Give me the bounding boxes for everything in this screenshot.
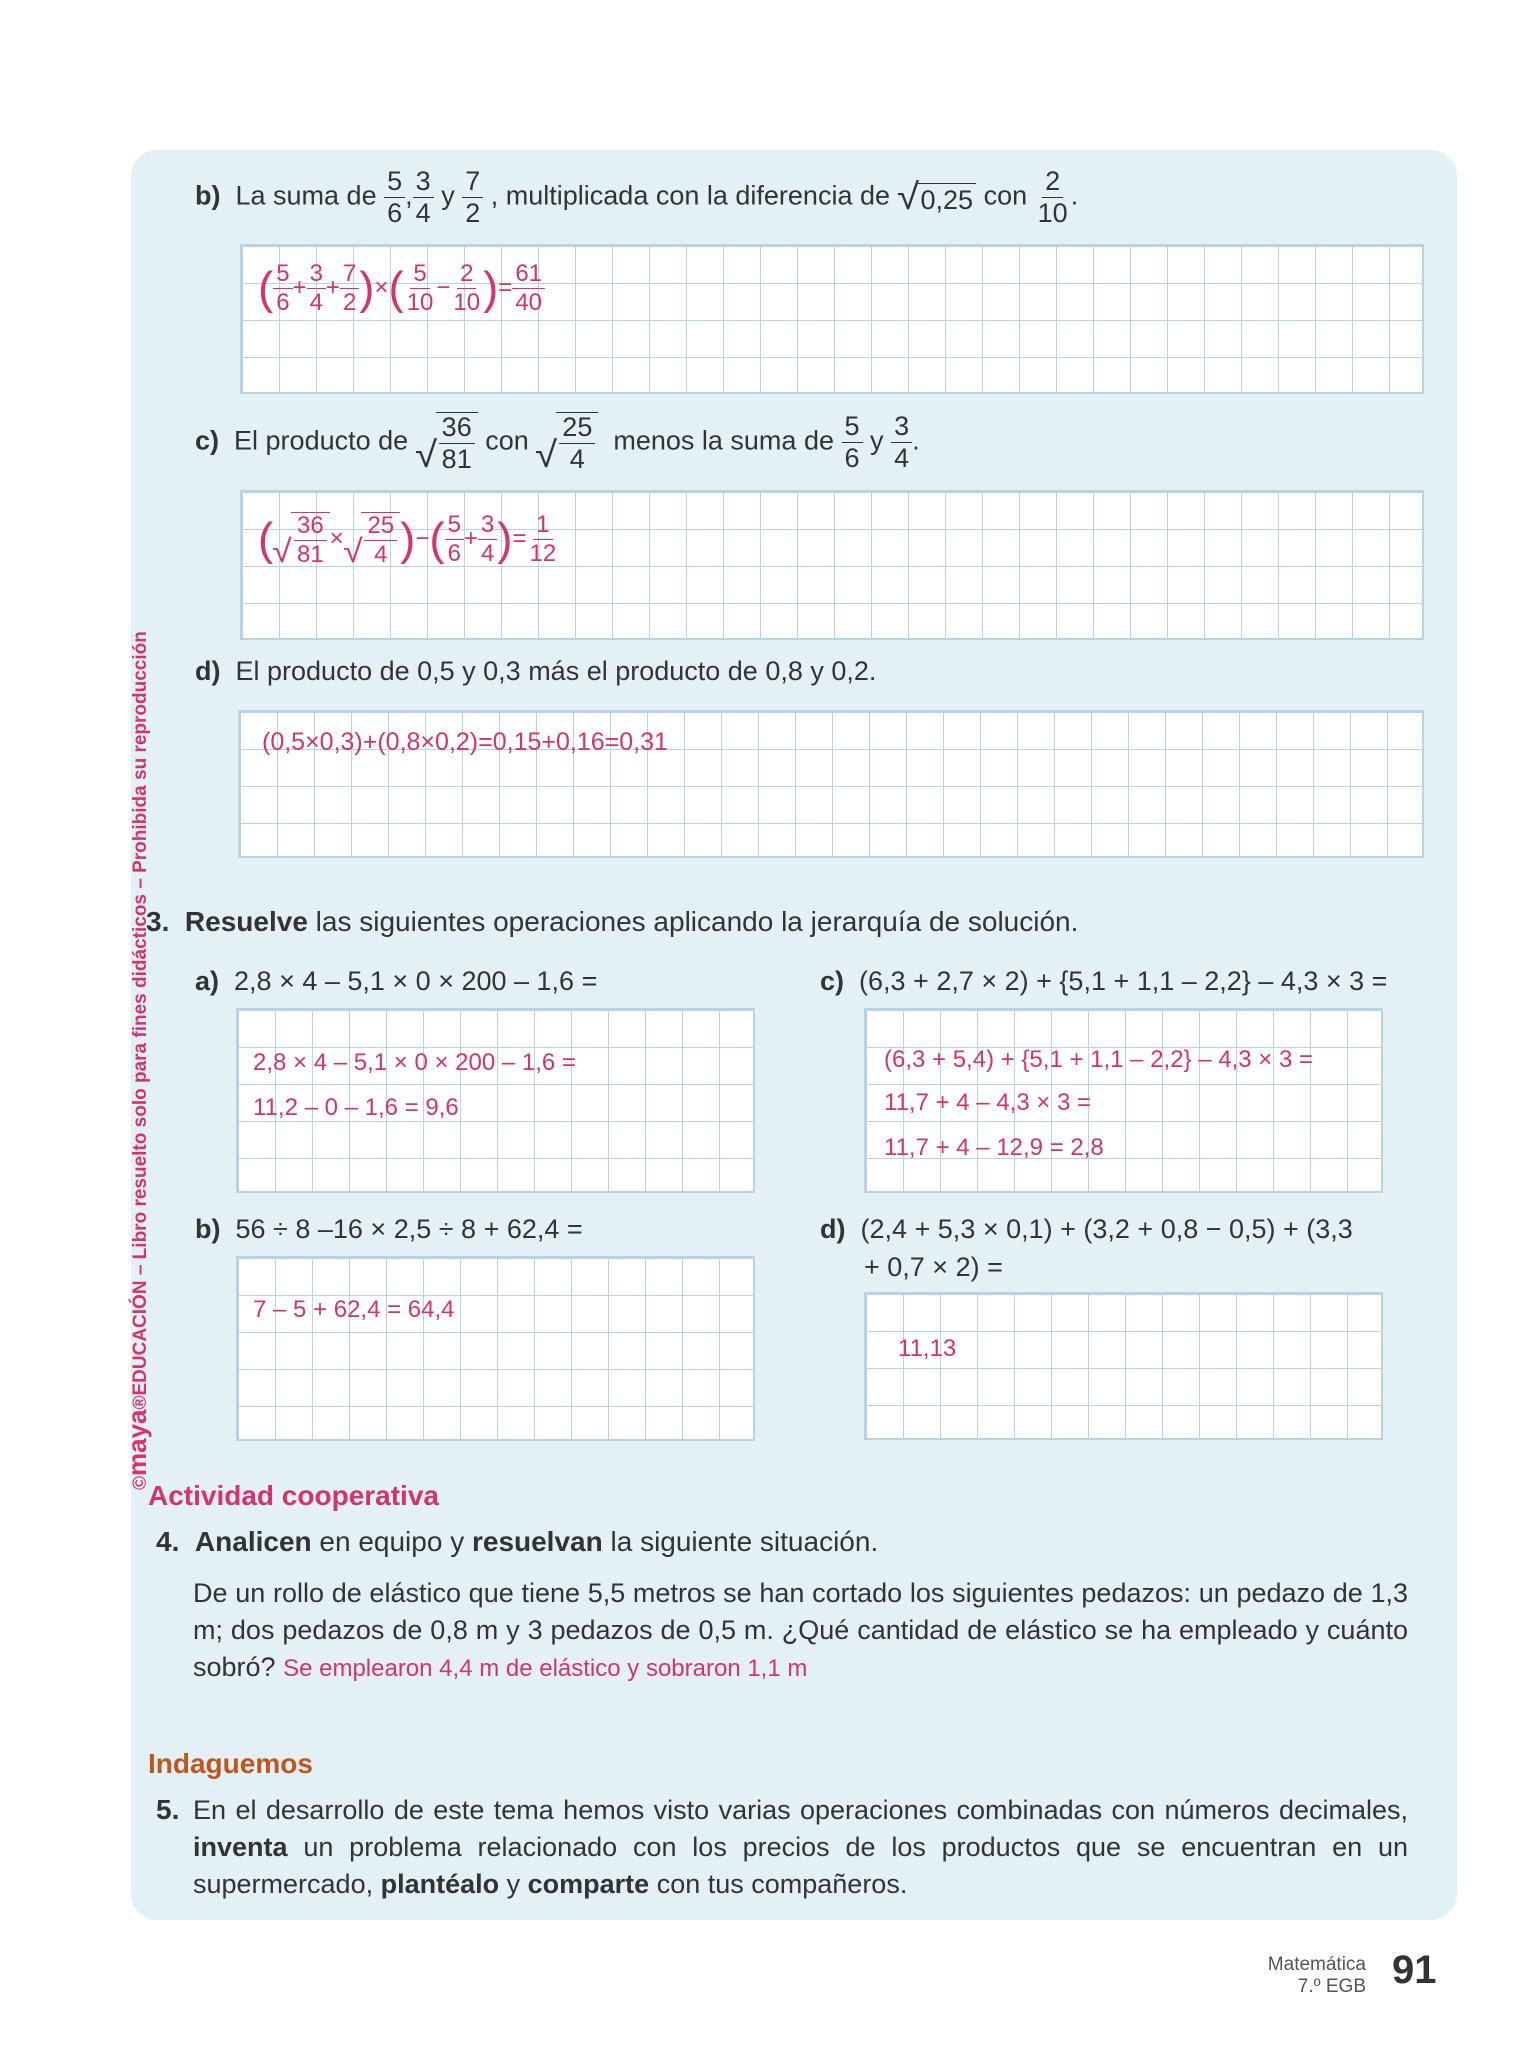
ex3-c-statement: c) (6,3 + 2,7 × 2) + {5,1 + 1,1 – 2,2} – 4,3 × 3 = [820, 966, 1388, 996]
ex3-b-statement: b) 56 ÷ 8 –16 × 2,5 ÷ 8 + 62,4 = [195, 1214, 583, 1244]
answer-3c-line-1: (6,3 + 5,4) + {5,1 + 1,1 – 2,2} – 4,3 × 3 = [884, 1046, 1313, 1073]
ex5-number: 5. [156, 1794, 180, 1825]
item-b-statement: b) La suma de $\frac{5}{6}$ , $\frac{3}{4}$ y $\frac{7}{2}$ , multiplicada con la diferencia de √ 0,25 con $\frac{2}{10}$ . [195, 166, 1079, 228]
answer-3c-line-3: 11,7 + 4 – 12,9 = 2,8 [884, 1134, 1104, 1161]
item-c-statement: c) El producto de √ $\frac{36}{81}$ con √ $\frac{25}{4}$ menos la suma de $\frac{5}{6}$ y $\frac{3}{4}$ . [195, 411, 920, 475]
answer-grid-3d [864, 1292, 1383, 1440]
answer-b: ( $\frac{5}{6}$ + $\frac{3}{4}$ + $\frac{7}{2}$ )×( $\frac{5}{10}$ − $\frac{2}{10}$ )= $\frac{61}{40}$ [258, 262, 545, 315]
side-copyright: ©maya®EDUCACIÓN – Libro resuelto solo para fines didácticos – Prohibida su reproducción [122, 631, 152, 1490]
answer-3a-line-2: 11,2 – 0 – 1,6 = 9,6 [253, 1094, 459, 1121]
ex3-heading: 3. Resuelve las siguientes operaciones aplicando la jerarquía de solución. [146, 906, 1079, 937]
ex5-text: En el desarrollo de este tema hemos visto varias operaciones combinadas con números decimales, inventa un problema relacionado con los precios de los productos que se encuentran en un supermercado, plantéalo y comparte con tus compañeros. [193, 1795, 1408, 1899]
indag-section-title: Indaguemos [148, 1748, 313, 1779]
ex3-d-statement: d) (2,4 + 5,3 × 0,1) + (3,2 + 0,8 − 0,5) + (3,3 [820, 1214, 1353, 1244]
answer-3d-line-1: 11,13 [898, 1335, 957, 1362]
answer-c: ( √ $\frac{36}{81}$ × √ $\frac{25}{4}$ )−( $\frac{5}{6}$ + $\frac{3}{4}$ )= $\frac{1}{12}$ [258, 511, 557, 569]
ex4-answer: Se emplearon 4,4 m de elástico y sobraron 1,1 m [283, 1655, 808, 1682]
ex4-heading: 4. Analicen en equipo y resuelvan la siguiente situación. [156, 1526, 879, 1557]
answer-3a-line-1: 2,8 × 4 – 5,1 × 0 × 200 – 1,6 = [253, 1049, 576, 1076]
answer-d: (0,5×0,3)+(0,8×0,2)=0,15+0,16=0,31 [262, 728, 668, 756]
answer-3b-line-1: 7 – 5 + 62,4 = 64,4 [253, 1296, 455, 1323]
page-number: 91 [1392, 1948, 1437, 1992]
footer-subject: Matemática 7.º EGB [1267, 1954, 1366, 1997]
item-d-statement: d) El producto de 0,5 y 0,3 más el producto de 0,8 y 0,2. [195, 656, 877, 686]
ex3-d-statement-cont: + 0,7 × 2) = [864, 1252, 1003, 1282]
ex4-problem: De un rollo de elástico que tiene 5,5 metros se han cortado los siguientes pedazos: un pedazo de 1,3 m; dos pedazos de 0,8 m y 3 pedazos de 0,5 m. ¿Qué cantidad de elástico se ha empleado y cuánto sobró? Se emplearon 4,4 m de elástico y sobraron 1,1 m [193, 1578, 1408, 1682]
coop-section-title: Actividad cooperativa [148, 1480, 439, 1511]
answer-3c-line-2: 11,7 + 4 – 4,3 × 3 = [884, 1089, 1092, 1116]
ex3-a-statement: a) 2,8 × 4 – 5,1 × 0 × 200 – 1,6 = [195, 966, 598, 996]
answer-grid-3b [236, 1256, 755, 1441]
